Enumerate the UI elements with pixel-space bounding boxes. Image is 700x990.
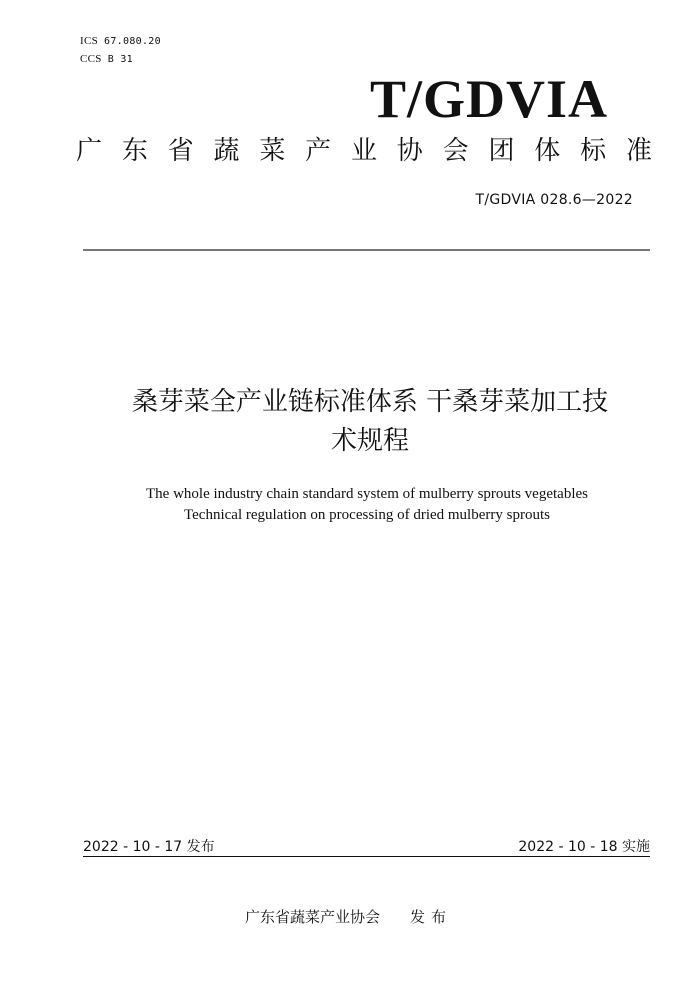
- ics-value: 67.080.20: [104, 36, 161, 47]
- org-char: 东: [121, 136, 148, 166]
- implementation-date: 2022 - 10 - 18 实施: [518, 839, 650, 855]
- org-char: 会: [442, 136, 469, 166]
- publisher-line: [245, 906, 452, 927]
- standard-code: T/GDVIA 028.6—2022: [475, 192, 633, 208]
- chinese-title-line-2: 术规程: [330, 426, 409, 456]
- publisher-verb: 发布: [410, 908, 453, 926]
- org-char: 业: [350, 136, 377, 166]
- org-char: 体: [534, 136, 561, 166]
- org-char: 菜: [259, 136, 286, 166]
- org-char: 蔬: [213, 136, 240, 166]
- org-char: 团: [488, 136, 515, 166]
- ics-line: [80, 35, 161, 47]
- org-char: 产: [305, 136, 332, 166]
- brand-logo-text: T/GDVIA: [369, 69, 608, 129]
- english-title-line-2: Technical regulation on processing of dried mulberry sprouts: [184, 507, 550, 523]
- org-char: 省: [167, 136, 194, 166]
- org-char: 广: [76, 136, 103, 166]
- ics-label: ICS: [80, 35, 99, 47]
- english-title-line-1: The whole industry chain standard system of mulberry sprouts vegetables: [146, 486, 588, 502]
- org-char: 协: [396, 136, 423, 166]
- english-title: [50, 484, 684, 526]
- ccs-line: [80, 53, 133, 65]
- org-standard-name: [76, 138, 652, 164]
- ccs-label: CCS: [80, 53, 102, 65]
- issue-date: 2022 - 10 - 17 发布: [83, 839, 215, 855]
- publisher-name: 广东省蔬菜产业协会: [245, 908, 381, 926]
- chinese-title-line-1: 桑芽菜全产业链标准体系 干桑芽菜加工技: [131, 387, 609, 417]
- chinese-title: [70, 383, 670, 461]
- ccs-value: B 31: [107, 54, 133, 65]
- top-divider: [83, 249, 650, 251]
- bottom-divider: [83, 856, 650, 857]
- org-char: 准: [625, 136, 652, 166]
- org-char: 标: [580, 136, 607, 166]
